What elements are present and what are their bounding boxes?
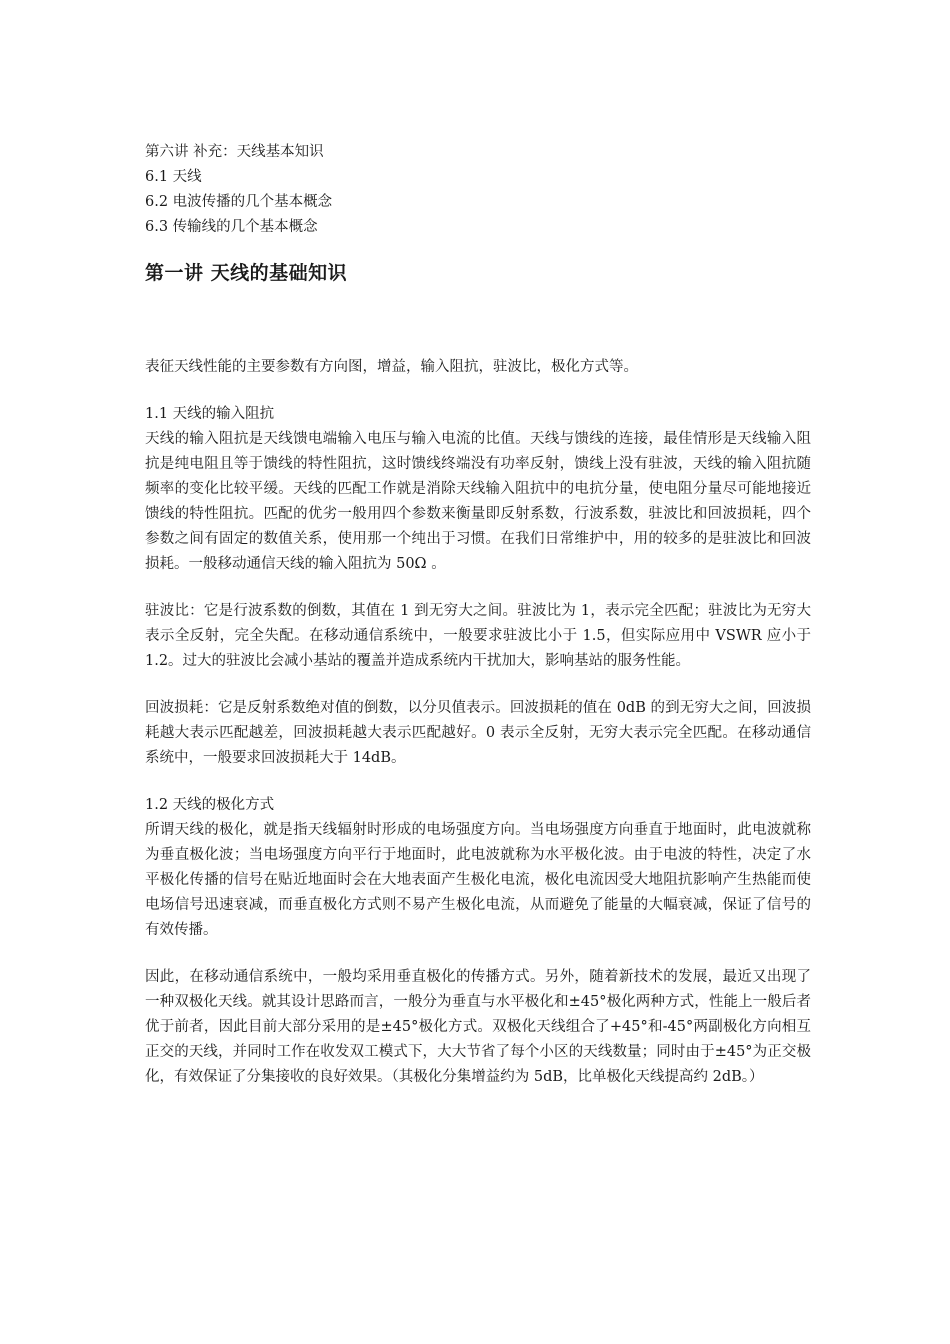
toc-item: 6.3 传输线的几个基本概念 [145, 219, 318, 235]
toc-item: 6.2 电波传播的几个基本概念 [145, 194, 333, 210]
dual-polarization-paragraph: 因此，在移动通信系统中，一般均采用垂直极化的传播方式。另外，随着新技术的发展，最近又出现了一种双极化天线。就其设计思路而言，一般分为垂直与水平极化和±45°极化两种方式，性能上一般后者优于前者，因此目前大部分采用的是±45°极化方式。双极化天线组合了+45°和-45°两副极化方向相互正交的天线，并同时工作在收发双工模式下，大大节省了每个小区的天线数量；同时由于±45°为正交极化，有效保证了分集接收的良好效果。（其极化分集增益约为 5dB，比单极化天线提高约 2dB。） [145, 969, 811, 1085]
section-title: 1.2 天线的极化方式 [145, 797, 275, 813]
toc-item: 6.1 天线 [145, 169, 202, 185]
intro-paragraph: 表征天线性能的主要参数有方向图，增益，输入阻抗，驻波比，极化方式等。 [145, 359, 638, 375]
document-page [145, 140, 811, 1090]
toc-title: 第六讲 补充：天线基本知识 [145, 144, 324, 160]
section-title: 1.1 天线的输入阻抗 [145, 406, 275, 422]
vswr-paragraph: 驻波比：它是行波系数的倒数，其值在 1 到无穷大之间。驻波比为 1，表示完全匹配；驻波比为无穷大表示全反射，完全失配。在移动通信系统中，一般要求驻波比小于 1.5，但实际应用中 VSWR 应小于 1.2。过大的驻波比会减小基站的覆盖并造成系统内干扰加大，影响基站的服务性能。 [145, 603, 811, 669]
section-input-impedance [145, 402, 811, 577]
section-body: 所谓天线的极化，就是指天线辐射时形成的电场强度方向。当电场强度方向垂直于地面时，此电波就称为垂直极化波；当电场强度方向平行于地面时，此电波就称为水平极化波。由于电波的特性，决定了水平极化传播的信号在贴近地面时会在大地表面产生极化电流，极化电流因受大地阻抗影响产生热能而使电场信号迅速衰减，而垂直极化方式则不易产生极化电流，从而避免了能量的大幅衰减，保证了信号的有效传播。 [145, 822, 811, 938]
table-of-contents [145, 140, 811, 240]
return-loss-paragraph: 回波损耗：它是反射系数绝对值的倒数，以分贝值表示。回波损耗的值在 0dB 的到无穷大之间，回波损耗越大表示匹配越差，回波损耗越大表示匹配越好。0 表示全反射，无穷大表示完全匹配。在移动通信系统中，一般要求回波损耗大于 14dB。 [145, 700, 811, 766]
lecture-title: 第一讲 天线的基础知识 [145, 262, 348, 284]
section-body: 天线的输入阻抗是天线馈电端输入电压与输入电流的比值。天线与馈线的连接，最佳情形是天线输入阻抗是纯电阻且等于馈线的特性阻抗，这时馈线终端没有功率反射，馈线上没有驻波，天线的输入阻抗随频率的变化比较平缓。天线的匹配工作就是消除天线输入阻抗中的电抗分量，使电阻分量尽可能地接近馈线的特性阻抗。匹配的优劣一般用四个参数来衡量即反射系数，行波系数，驻波比和回波损耗，四个参数之间有固定的数值关系，使用那一个纯出于习惯。在我们日常维护中，用的较多的是驻波比和回波损耗。一般移动通信天线的输入阻抗为 50Ω 。 [145, 431, 811, 572]
section-polarization [145, 793, 811, 943]
